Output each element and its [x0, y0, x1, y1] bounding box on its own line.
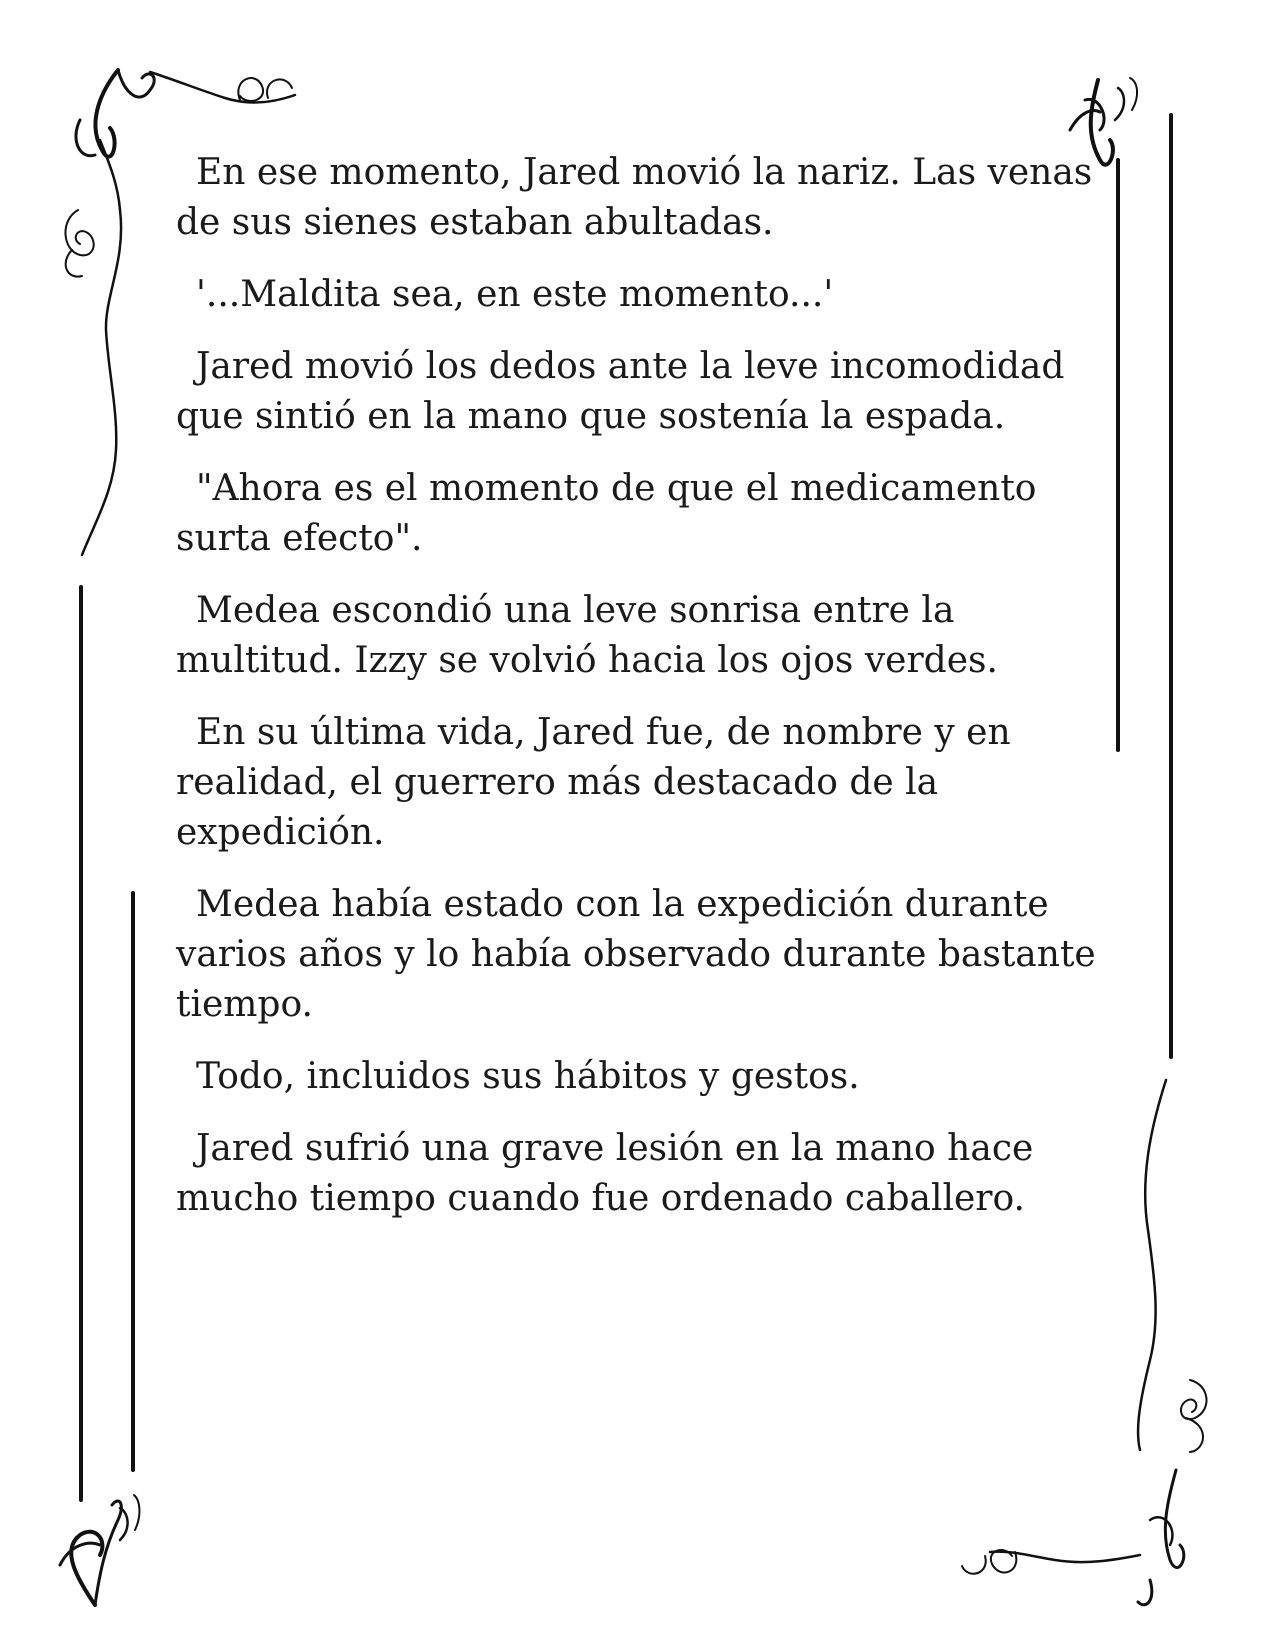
story-text	[176, 148, 1096, 1246]
paragraph-8: Todo, incluidos sus hábitos y gestos.	[196, 1056, 860, 1097]
bottom-left-flourish-icon	[60, 1495, 139, 1605]
paragraph-3: Jared movió los dedos ante la leve incomodidad que sintió en la mano que sostenía la espada.	[176, 346, 1065, 437]
paragraph-5: Medea escondió una leve sonrisa entre la multitud. Izzy se volvió hacia los ojos verdes.	[176, 590, 998, 681]
paragraph-4: "Ahora es el momento de que el medicamento surta efecto".	[176, 468, 1037, 559]
paragraph-2: '...Maldita sea, en este momento...'	[196, 274, 834, 315]
paragraph-7: Medea había estado con la expedición durante varios años y lo había observado durante bastante tiempo.	[176, 884, 1096, 1025]
paragraph-1: En ese momento, Jared movió la nariz. Las venas de sus sienes estaban abultadas.	[176, 152, 1093, 243]
paragraph-9: Jared sufrió una grave lesión en la mano hace mucho tiempo cuando fue ordenado caballero.	[176, 1128, 1034, 1219]
paragraph-6: En su última vida, Jared fue, de nombre y en realidad, el guerrero más destacado de la expedición.	[176, 712, 1011, 853]
